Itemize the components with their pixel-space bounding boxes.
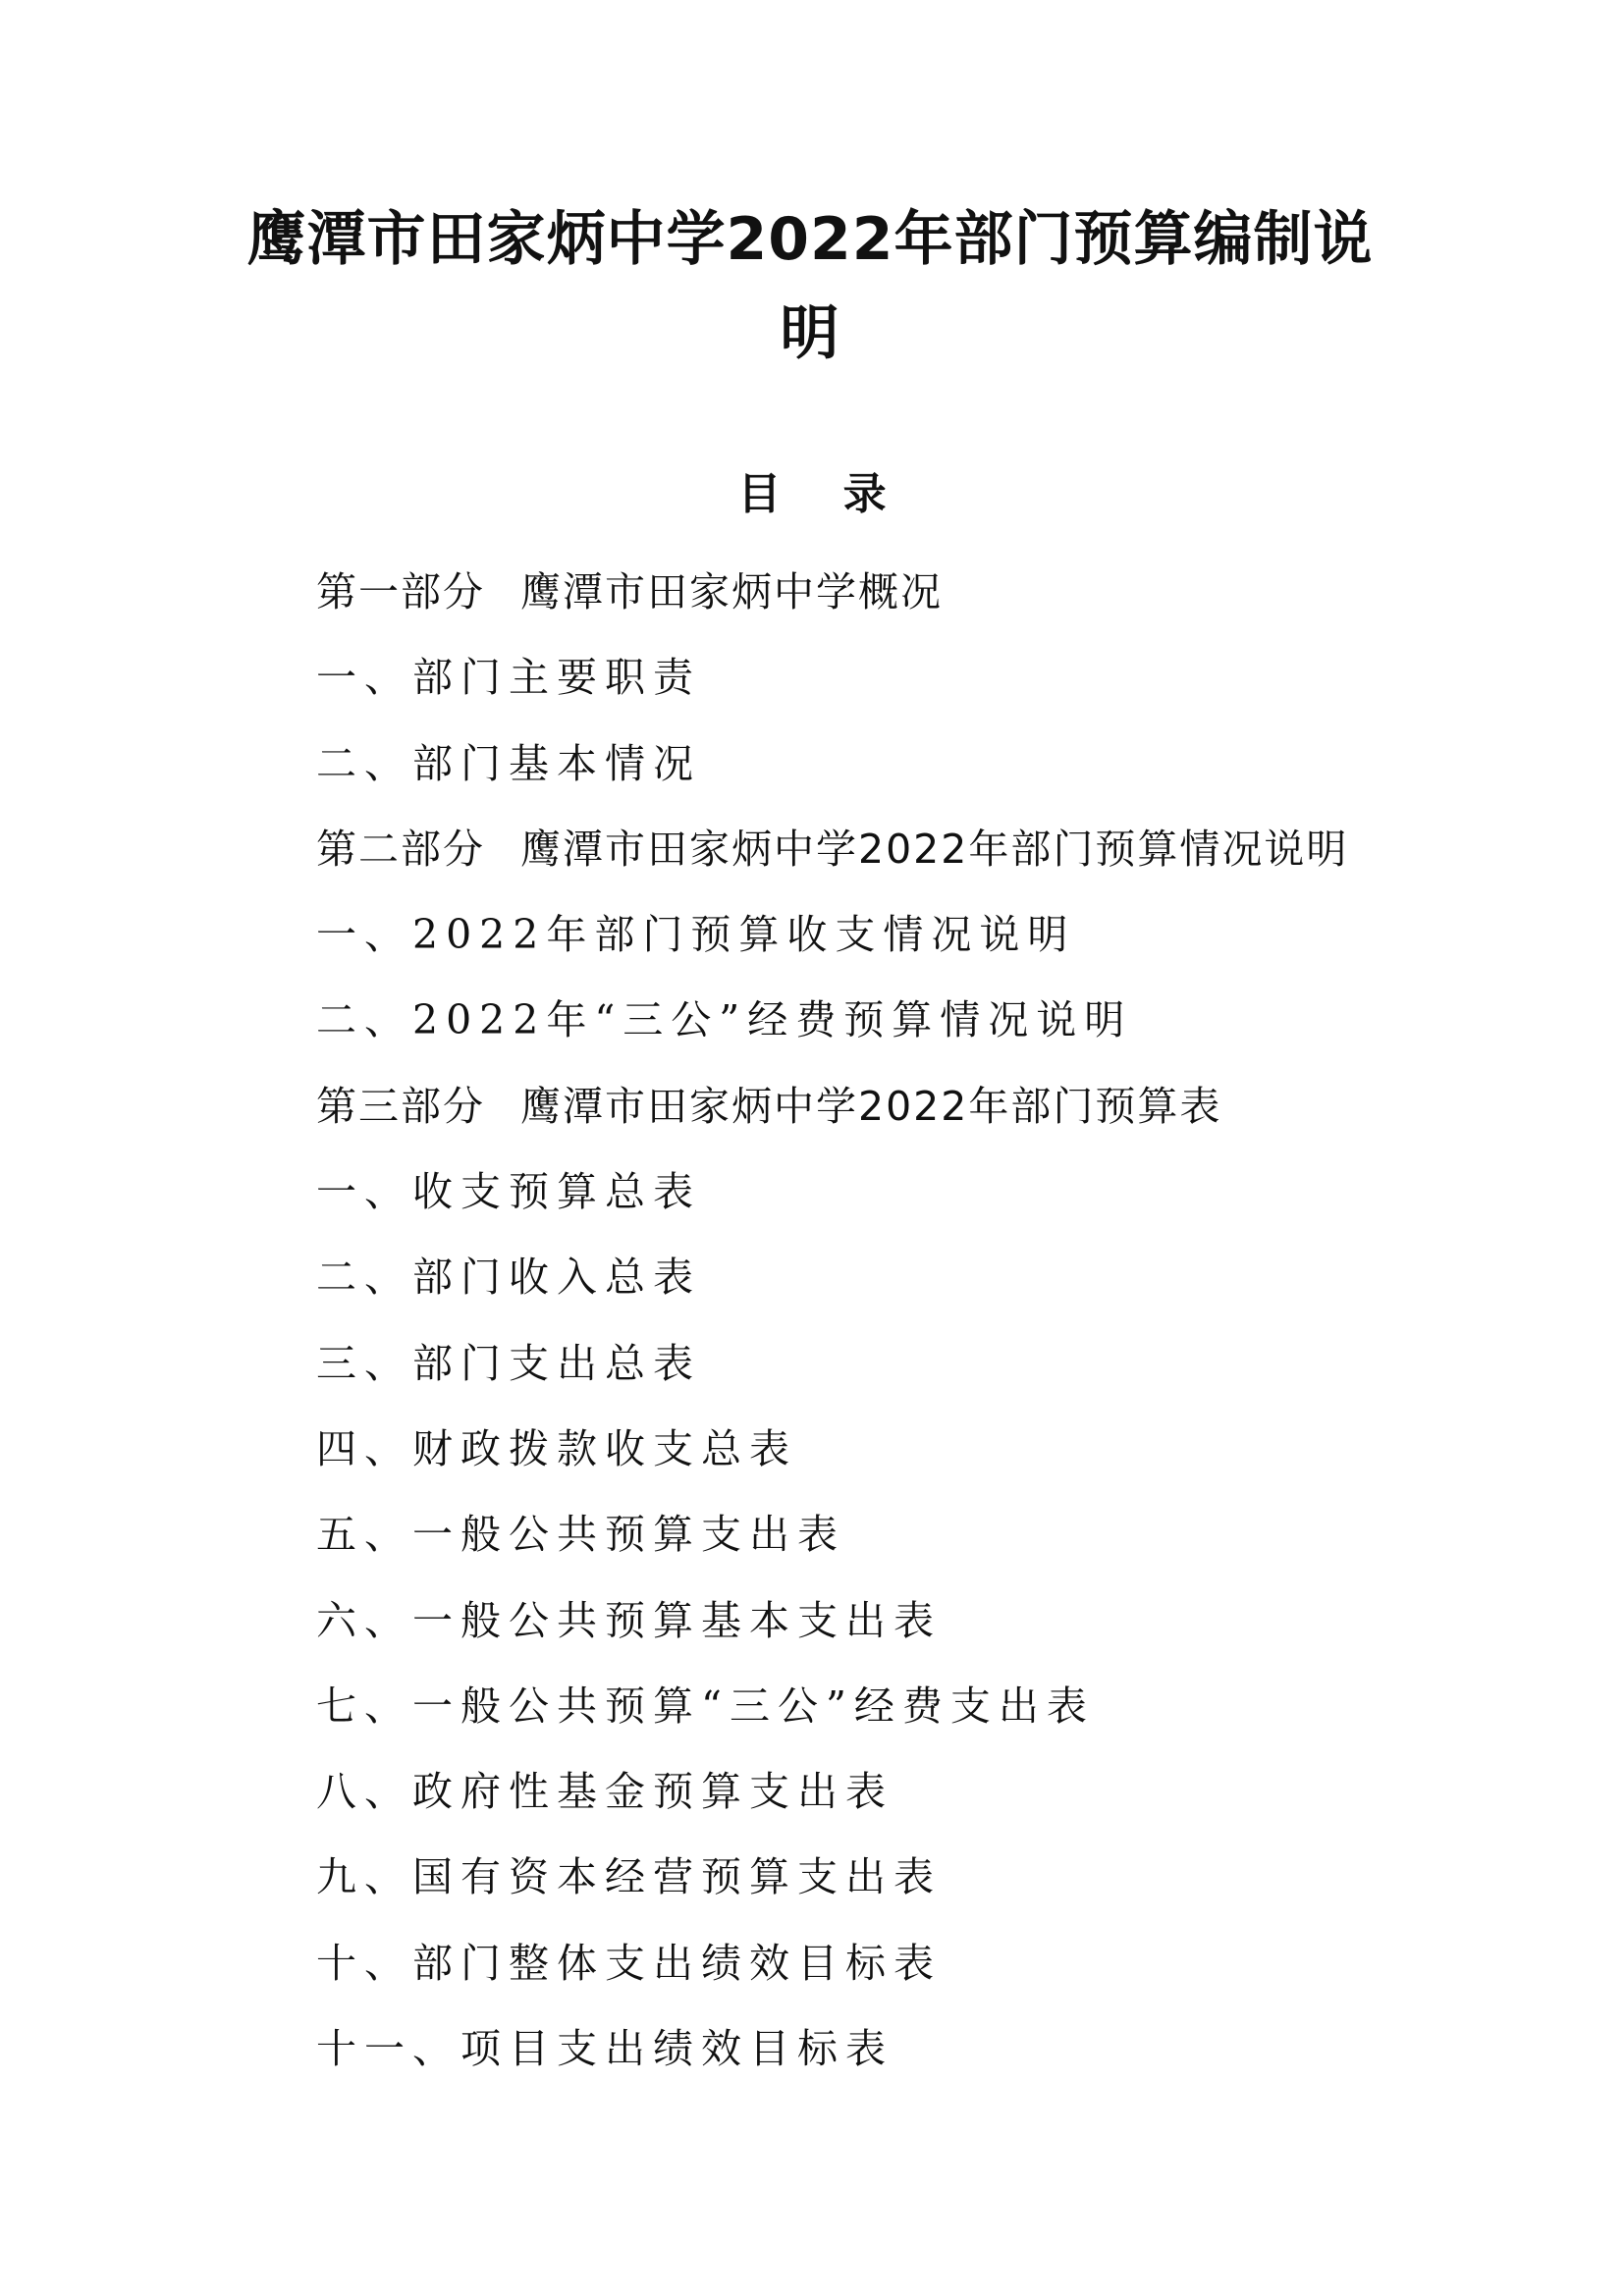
toc-item: 一、收支预算总表 xyxy=(316,1168,701,1216)
toc-part-label: 第一部分 xyxy=(316,568,485,615)
toc-item: 一、部门主要职责 xyxy=(316,654,701,702)
toc-part-2 xyxy=(316,807,1475,892)
toc-part-text: 鹰潭市田家炳中学2022年部门预算表 xyxy=(520,1082,1222,1130)
toc-part-3 xyxy=(316,1064,1475,1149)
toc-item: 九、国有资本经营预算支出表 xyxy=(316,1853,942,1901)
toc-item: 二、部门收入总表 xyxy=(316,1254,701,1302)
table-of-contents xyxy=(316,550,1475,2092)
document-title: 鹰潭市田家炳中学2022年部门预算编制说明 xyxy=(246,205,1374,368)
toc-heading: 目 录 xyxy=(737,469,910,519)
toc-part-label: 第二部分 xyxy=(316,825,485,873)
toc-item: 一、2022年部门预算收支情况说明 xyxy=(316,911,1076,959)
toc-item: 七、一般公共预算“三公”经费支出表 xyxy=(316,1682,1095,1730)
toc-item: 二、2022年“三公”经费预算情况说明 xyxy=(316,996,1133,1044)
toc-item: 五、一般公共预算支出表 xyxy=(316,1511,845,1559)
toc-item: 十一、项目支出绩效目标表 xyxy=(316,2025,893,2073)
toc-part-text: 鹰潭市田家炳中学概况 xyxy=(520,568,943,615)
toc-part-1 xyxy=(316,550,1475,635)
toc-item: 四、财政拨款收支总表 xyxy=(316,1424,797,1472)
toc-part-label: 第三部分 xyxy=(316,1082,485,1130)
toc-part-text: 鹰潭市田家炳中学2022年部门预算情况说明 xyxy=(520,825,1349,873)
toc-item: 八、政府性基金预算支出表 xyxy=(316,1768,893,1816)
toc-item: 六、一般公共预算基本支出表 xyxy=(316,1596,942,1644)
toc-item: 十、部门整体支出绩效目标表 xyxy=(316,1939,942,1987)
toc-item: 二、部门基本情况 xyxy=(316,739,701,787)
toc-item: 三、部门支出总表 xyxy=(316,1339,701,1387)
